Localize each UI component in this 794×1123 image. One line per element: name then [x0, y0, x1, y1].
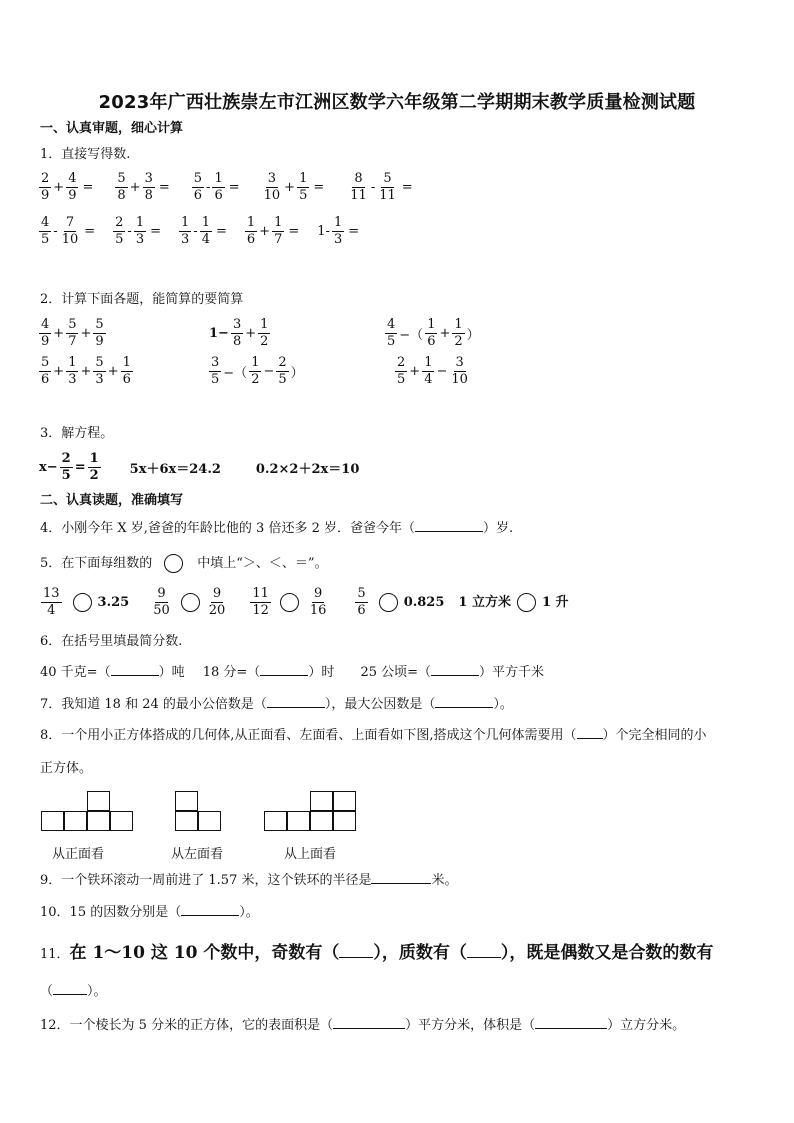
mental-math-item: $\frac{8}{11}$ - $\frac{5}{11}$ = — [350, 171, 413, 203]
fraction: $\frac{4}{5}$ — [41, 215, 50, 247]
question-11: 11．在 1～10 这 10 个数中，奇数有（ ），质数有（ ），既是偶数又是合数的数有 — [40, 943, 714, 963]
question-8: 8．一个用小正方体搭成的几何体,从正面看、左面看、上面看如下图,搭成这个几何体需要用（ ）个完全相同的小 — [40, 728, 707, 743]
answer-blank[interactable] — [371, 883, 431, 884]
answer-blank[interactable] — [535, 1028, 607, 1029]
mental-math-item: $\frac{2}{9}$ + $\frac{4}{9}$ = — [41, 171, 94, 203]
compare-circle[interactable] — [181, 593, 200, 612]
fraction: $\frac{4}{5}$ — [387, 317, 396, 349]
left-view-caption: 从左面看 — [171, 847, 224, 862]
fraction: $\frac{3}{10}$ — [263, 171, 281, 203]
page-title: 2023年广西壮族崇左市江洲区数学六年级第二学期期末教学质量检测试题 — [98, 92, 696, 113]
question-10: 10．15 的因数分别是（ ）。 — [40, 905, 259, 920]
question-11-line-2: （ ）。 — [40, 984, 107, 999]
fraction: $\frac{1}{3}$ — [135, 215, 145, 247]
mental-math-item: $\frac{3}{10}$ + $\frac{1}{5}$ = — [263, 171, 325, 203]
question-1-row-1 — [38, 172, 414, 203]
fraction: $\frac{3}{8}$ — [144, 171, 153, 203]
question-9: 9．一个铁环滚动一周前进了 1.57 米，这个铁环的半径是 米。 — [40, 873, 458, 888]
front-view-figure — [41, 791, 133, 831]
question-6-items: 40 千克=（ ）吨 18 分=（ ）时 25 公顷=（ ）平方千米 — [40, 665, 545, 680]
question-2-expr-5: $\frac{3}{5}$ −（ $\frac{1}{2}$ − $\frac{2}{5}$ ） — [211, 355, 304, 387]
question-3-equations: x− $\frac{2}{5}$ = $\frac{1}{2}$ 5x＋6x＝24.2 0.2×2＋2x＝10 — [39, 451, 360, 483]
mental-math-item: 1- $\frac{1}{3}$ = — [317, 215, 360, 247]
fraction: $\frac{5}{8}$ — [117, 171, 126, 203]
section-heading-2: 二、认真读题，准确填写 — [40, 493, 184, 508]
fraction: $\frac{1}{2}$ — [89, 451, 99, 483]
mental-math-item: $\frac{1}{3}$ - $\frac{1}{4}$ = — [181, 215, 227, 247]
fraction: $\frac{5}{9}$ — [95, 317, 104, 349]
mental-math-item: $\frac{5}{8}$ + $\frac{3}{8}$ = — [117, 171, 170, 203]
fraction: $\frac{1}{3}$ — [68, 355, 77, 387]
compare-circle[interactable] — [379, 593, 398, 612]
question-12: 12．一个棱长为 5 分米的正方体，它的表面积是（ ）平方分米，体积是（ ）立方分米。 — [40, 1018, 686, 1033]
left-view-figure — [175, 791, 221, 831]
compare-circle[interactable] — [280, 593, 299, 612]
answer-blank[interactable] — [431, 675, 479, 676]
question-2-label: 2．计算下面各题，能简算的要简算 — [40, 292, 244, 307]
fraction: $\frac{5}{6}$ — [193, 171, 203, 203]
fraction: $\frac{5}{7}$ — [68, 317, 77, 349]
fraction: $\frac{1}{4}$ — [424, 355, 433, 387]
answer-blank[interactable] — [415, 531, 483, 532]
question-5-groups: $\frac{13}{4}$ 3.25 $\frac{9}{50}$ $\frac{9}{20}$ $\frac{11}{12}$ $\frac{9}{16}$ $\frac{5}{6}$ 0.825 1 立方米 1 升 — [43, 586, 569, 618]
fraction: $\frac{2}{5}$ — [278, 355, 287, 387]
fraction: $\frac{5}{3}$ — [95, 355, 104, 387]
question-7: 7．我知道 18 和 24 的最小公倍数是（ ），最大公因数是（ ）。 — [40, 697, 513, 712]
fraction: $\frac{8}{11}$ — [350, 171, 367, 203]
fraction: $\frac{2}{5}$ — [61, 451, 71, 483]
fraction: $\frac{2}{9}$ — [41, 171, 50, 203]
fraction: $\frac{1}{3}$ — [181, 215, 190, 247]
answer-blank[interactable] — [181, 915, 239, 916]
fraction: $\frac{1}{6}$ — [214, 171, 223, 203]
mental-math-item: $\frac{5}{6}$ - $\frac{1}{6}$ = — [193, 171, 240, 203]
fraction: $\frac{1}{5}$ — [299, 171, 308, 203]
fraction: $\frac{1}{2}$ — [260, 317, 269, 349]
top-view-figure — [264, 791, 356, 831]
compare-circle[interactable] — [73, 593, 92, 612]
front-view-caption: 从正面看 — [52, 847, 105, 862]
question-3-label: 3．解方程。 — [40, 426, 114, 441]
compare-circle[interactable] — [517, 593, 536, 612]
fraction: $\frac{1}{7}$ — [274, 215, 283, 247]
answer-blank[interactable] — [333, 1028, 405, 1029]
fraction: $\frac{1}{6}$ — [246, 215, 256, 247]
top-view-caption: 从上面看 — [284, 847, 337, 862]
question-2-expr-1: $\frac{4}{9}$ + $\frac{5}{7}$ + $\frac{5}{9}$ — [41, 317, 104, 349]
fraction: $\frac{1}{3}$ — [333, 215, 343, 247]
section-heading-1: 一、认真审题，细心计算 — [40, 121, 184, 136]
mental-math-item: $\frac{1}{6}$ + $\frac{1}{7}$ = — [246, 215, 300, 247]
question-8-line-2: 正方体。 — [40, 761, 93, 776]
answer-blank[interactable] — [467, 957, 501, 958]
question-2-expr-4: $\frac{5}{6}$ + $\frac{1}{3}$ + $\frac{5}{3}$ + $\frac{1}{6}$ — [41, 355, 131, 387]
fraction: $\frac{7}{10}$ — [61, 215, 79, 247]
fraction: $\frac{1}{4}$ — [201, 215, 210, 247]
fraction: $\frac{5}{6}$ — [41, 355, 50, 387]
fraction: $\frac{3}{5}$ — [211, 355, 220, 387]
answer-blank[interactable] — [53, 994, 87, 995]
fraction: $\frac{1}{6}$ — [122, 355, 131, 387]
mental-math-item: $\frac{2}{5}$ - $\frac{1}{3}$ = — [115, 215, 162, 247]
answer-blank[interactable] — [260, 675, 308, 676]
question-1-label: 1．直接写得数. — [40, 147, 131, 162]
answer-blank[interactable] — [339, 957, 373, 958]
fraction: $\frac{4}{9}$ — [68, 171, 77, 203]
fraction: $\frac{2}{5}$ — [397, 355, 406, 387]
compare-circle-icon — [164, 554, 183, 573]
answer-blank[interactable] — [435, 707, 493, 708]
fraction: $\frac{3}{10}$ — [451, 355, 468, 387]
question-2-expr-3: $\frac{4}{5}$ −（ $\frac{1}{6}$ + $\frac{1}{2}$ ） — [387, 317, 480, 349]
question-2-expr-6: $\frac{2}{5}$ + $\frac{1}{4}$ − $\frac{3}{10}$ — [397, 355, 468, 387]
question-5-instruction: 5．在下面每组数的 中填上“＞、＜、＝”。 — [40, 554, 328, 573]
fraction: $\frac{2}{5}$ — [115, 215, 124, 247]
answer-blank[interactable] — [577, 738, 603, 739]
answer-blank[interactable] — [267, 707, 325, 708]
mental-math-item: $\frac{4}{5}$ - $\frac{7}{10}$ = — [41, 215, 96, 247]
question-2-expr-2: 1− $\frac{3}{8}$ + $\frac{1}{2}$ — [209, 317, 269, 349]
question-6-label: 6．在括号里填最简分数. — [40, 634, 183, 649]
fraction: $\frac{4}{9}$ — [41, 317, 50, 349]
fraction: $\frac{1}{6}$ — [427, 317, 436, 349]
fraction: $\frac{5}{11}$ — [379, 171, 396, 203]
question-4: 4．小刚今年 X 岁,爸爸的年龄比他的 3 倍还多 2 岁．爸爸今年（ ）岁. — [40, 521, 514, 536]
question-1-row-2 — [38, 216, 360, 247]
fraction: $\frac{3}{8}$ — [232, 317, 242, 349]
fraction: $\frac{1}{2}$ — [454, 317, 463, 349]
answer-blank[interactable] — [111, 675, 159, 676]
fraction: $\frac{1}{2}$ — [251, 355, 260, 387]
